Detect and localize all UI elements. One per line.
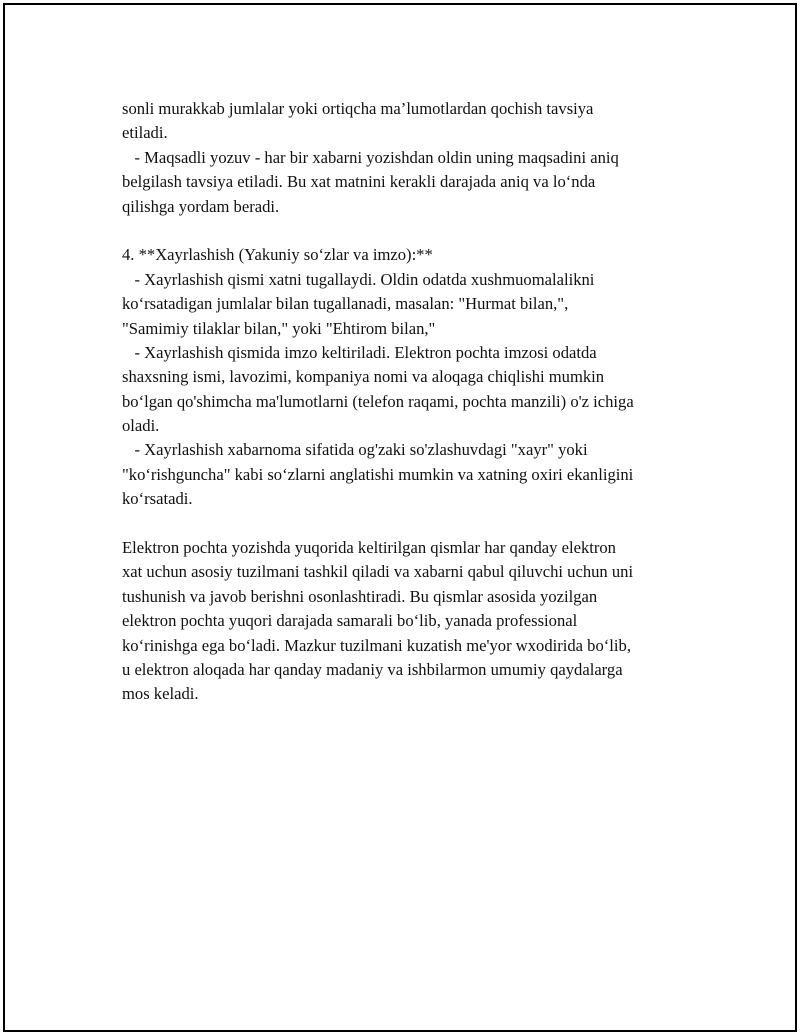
text-line: mos keladi. [122,684,199,704]
text-line: shaxsning ismi, lavozimi, kompaniya nomi va aloqaga chiqlishi mumkin [122,367,605,387]
text-line: sonli murakkab jumlalar yoki ortiqcha ma’lumotlardan qochish tavsiya [122,99,594,118]
text-line: u elektron aloqada har qanday madaniy va ishbilarmon umumiy qaydalarga [122,659,623,679]
text-line: ko‘rinishga ega bo‘ladi. Mazkur tuzilmani kuzatish me'yor wxodirida bo‘lib, [122,635,631,655]
text-line: etiladi. [122,123,168,143]
text-line: oladi. [122,416,160,436]
text-line: ko‘rsatadigan jumlalar bilan tugallanadi, masalan: "Hurmat bilan,", [122,294,569,314]
document-page [3,3,797,1032]
paragraph-spacer [122,219,722,243]
paragraph-writing-tips [122,97,722,219]
text-line: xat uchun asosiy tuzilmani tashkil qiladi va xabarni qabul qiluvchi uchun uni [122,562,634,582]
section-heading: 4. **Xayrlashish (Yakuniy so‘zlar va imzo):** [122,245,433,265]
document-body [122,97,722,707]
text-line: - Maqsadli yozuv - har bir xabarni yozishdan oldin uning maqsadini aniq [122,147,619,167]
text-line: bo‘lgan qo'shimcha ma'lumotlarni (telefon raqami, pochta manzili) o'z ichiga [122,391,634,411]
paragraph-spacer [122,512,722,536]
text-line: - Xayrlashish qismi xatni tugallaydi. Oldin odatda xushmuomalalikni [122,269,595,289]
text-line: "ko‘rishguncha" kabi so‘zlarni anglatishi mumkin va xatning oxiri ekanligini [122,464,634,484]
text-line: tushunish va javob berishni osonlashtiradi. Bu qismlar asosida yozilgan [122,586,598,606]
text-line: elektron pochta yuqori darajada samarali bo‘lib, yanada professional [122,611,578,631]
text-line: - Xayrlashish xabarnoma sifatida og'zaki so'zlashuvdagi "xayr" yoki [122,440,588,460]
text-line: belgilash tavsiya etiladi. Bu xat matnini kerakli darajada aniq va lo‘nda [122,172,596,192]
text-line: - Xayrlashish qismida imzo keltiriladi. Elektron pochta imzosi odatda [122,342,597,362]
text-line: ko‘rsatadi. [122,489,193,509]
text-line: Elektron pochta yozishda yuqorida keltirilgan qismlar har qanday elektron [122,538,616,558]
text-line: qilishga yordam beradi. [122,196,280,216]
paragraph-conclusion [122,536,722,707]
paragraph-closing-section [122,243,722,511]
text-line: "Samimiy tilaklar bilan," yoki "Ehtirom bilan," [122,318,436,338]
